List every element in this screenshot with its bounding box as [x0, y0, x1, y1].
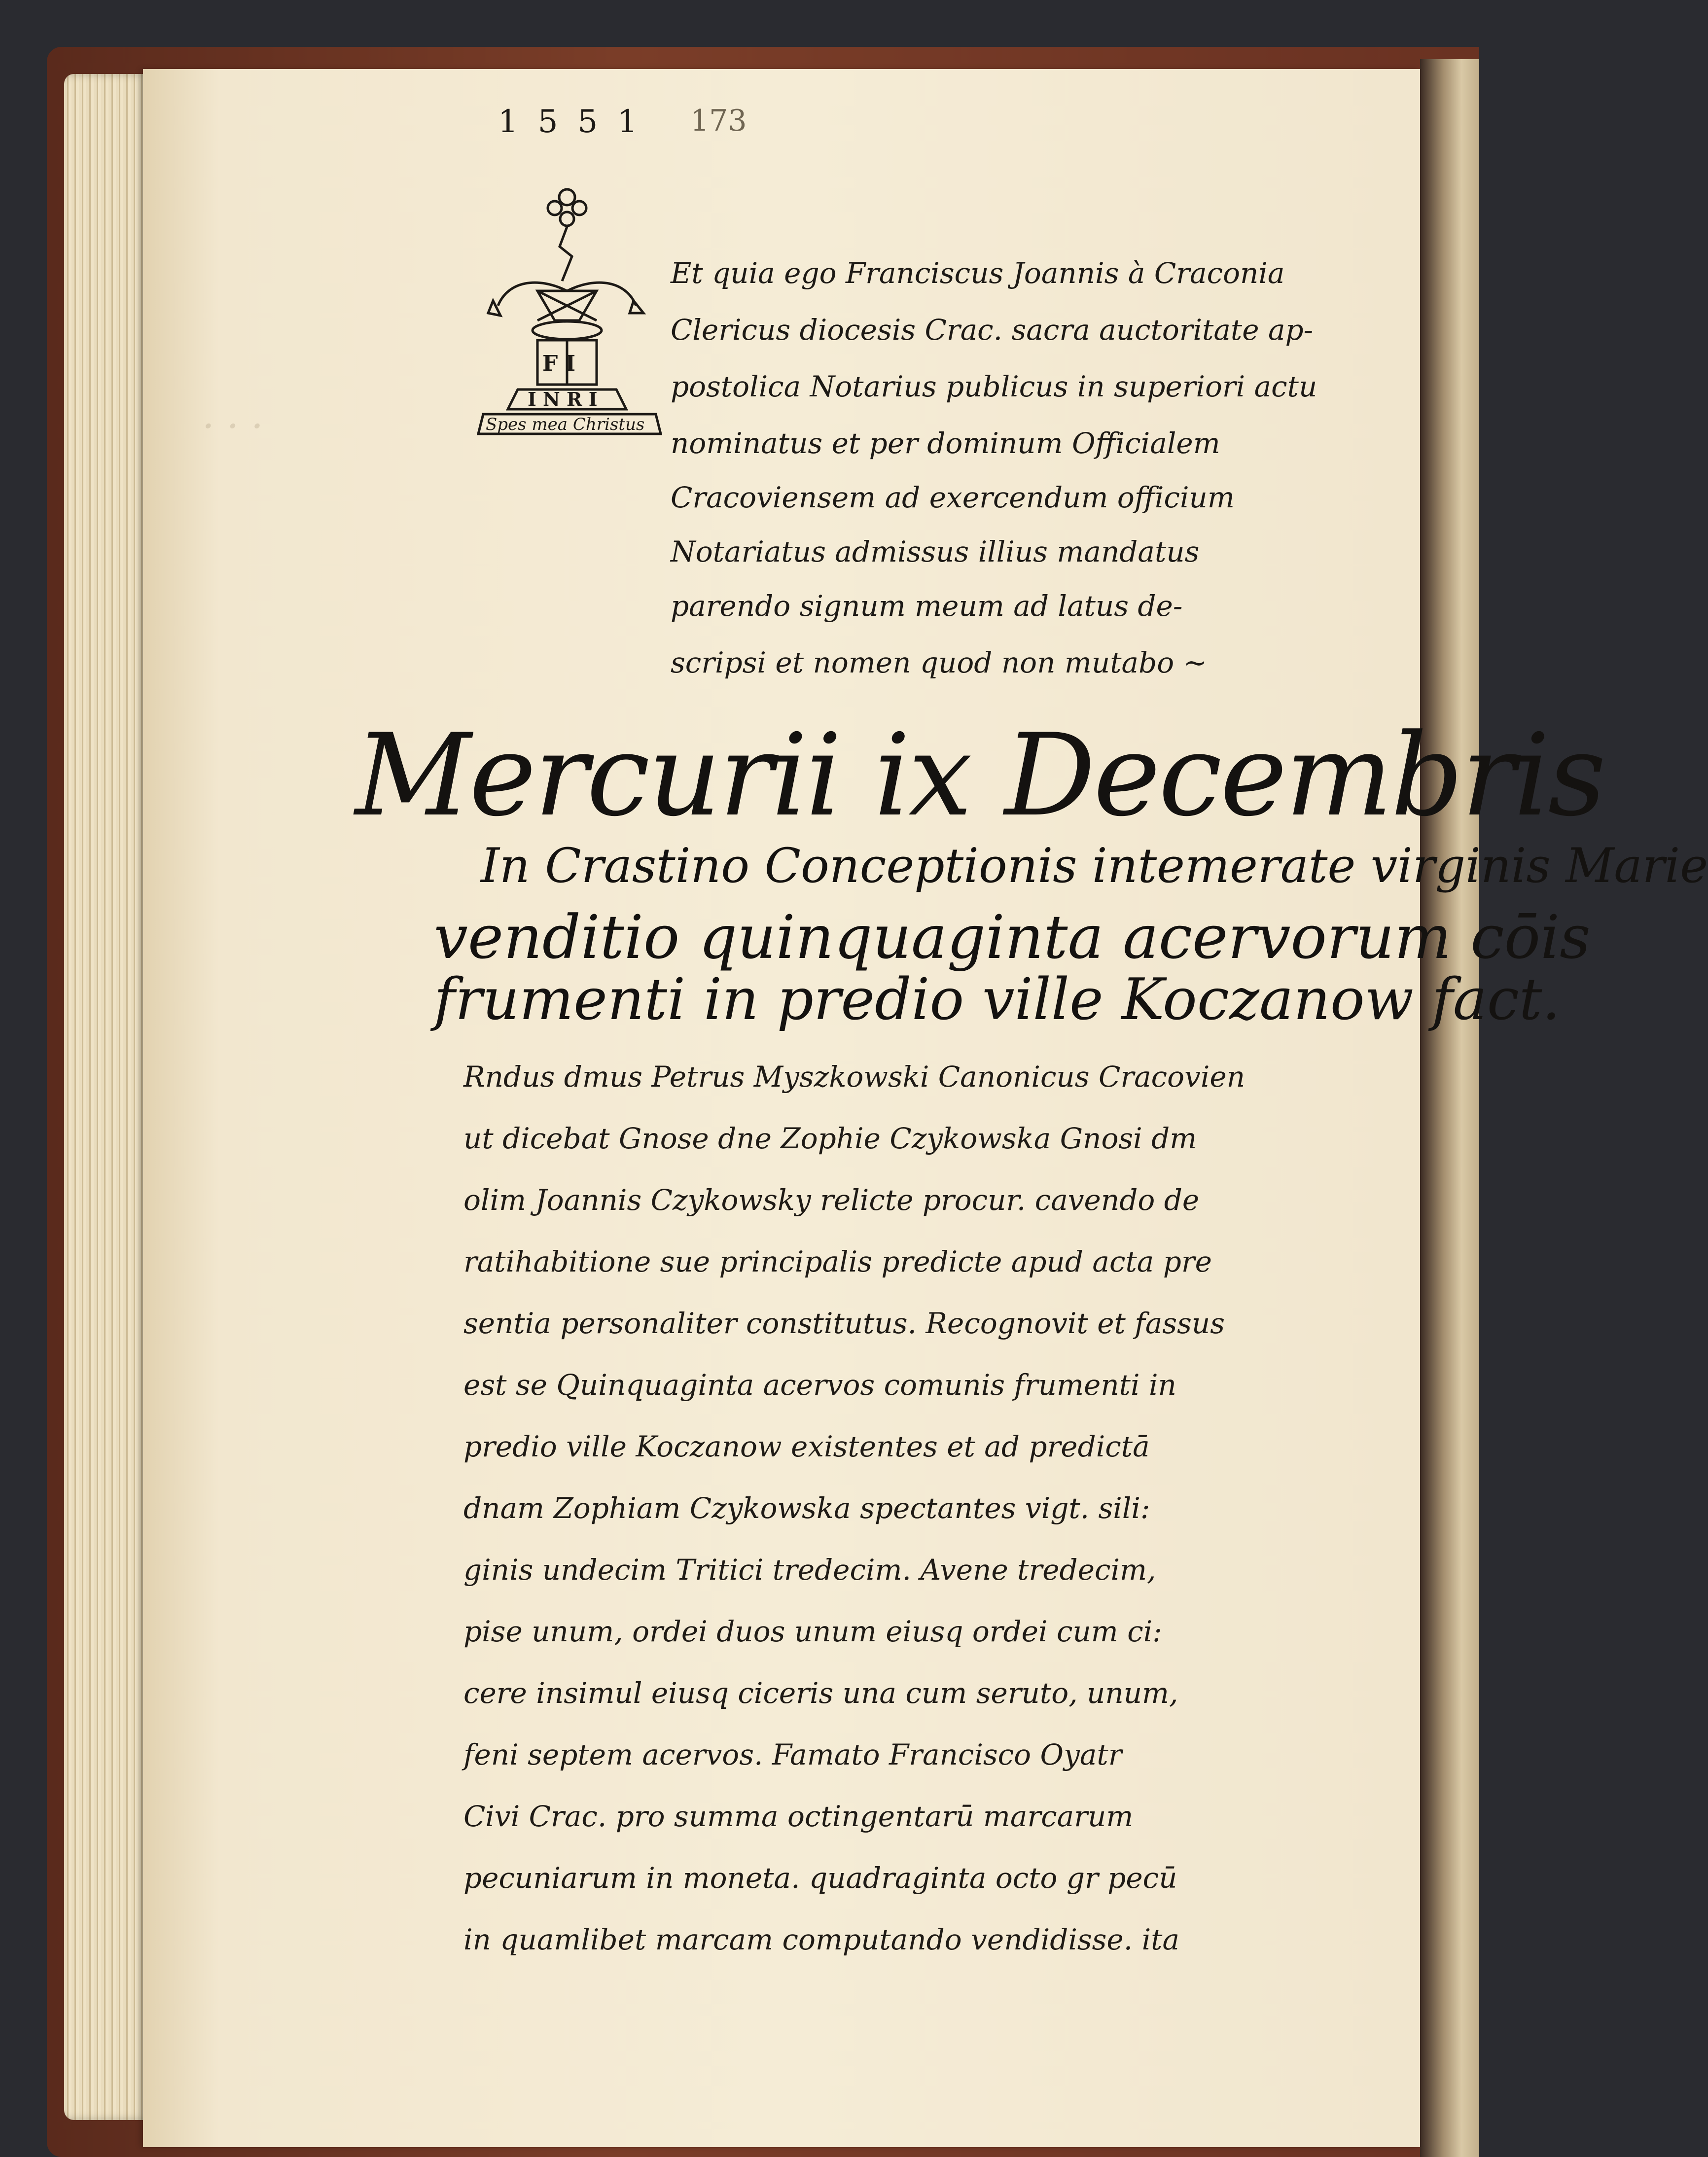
book-gutter — [1420, 59, 1479, 2157]
body-line-12: feni septem acervos. Famato Francisco Oyatr — [463, 1738, 1122, 1771]
notary-motto-top: I N R I — [528, 388, 598, 410]
entry-title: Mercurii ix Decembris — [355, 710, 1604, 842]
body-line-14: pecuniarum in moneta. quadraginta octo gr pecū — [463, 1861, 1177, 1895]
notary-line-5: Cracoviensem ad exercendum officium — [671, 481, 1235, 514]
entry-subtitle-1: In Crastino Conceptionis intemerate virginis Marie — [481, 838, 1708, 893]
body-line-4: ratihabitione sue principalis predicte apud acta pre — [463, 1245, 1212, 1278]
notary-line-6: Notariatus admissus illius mandatus — [671, 535, 1200, 568]
body-line-5: sentia personaliter constitutus. Recognovit et fassus — [463, 1307, 1225, 1340]
entry-subtitle-3: frumenti in predio ville Koczanow fact. — [434, 966, 1561, 1033]
body-line-3: olim Joannis Czykowsky relicte procur. cavendo de — [463, 1183, 1200, 1217]
body-line-6: est se Quinquaginta acervos comunis frumenti in — [463, 1368, 1176, 1402]
notary-line-7: parendo signum meum ad latus de- — [671, 589, 1183, 623]
year-number: 1551 — [498, 104, 657, 140]
folio-number: 173 — [690, 104, 747, 138]
body-line-11: cere insimul eiusq ciceris una cum seruto, unum, — [463, 1676, 1178, 1710]
body-line-7: predio ville Koczanow existentes et ad predictā — [463, 1430, 1150, 1463]
notary-line-2: Clericus diocesis Crac. sacra auctoritate ap- — [671, 313, 1314, 347]
entry-subtitle-2: venditio quinquaginta acervorum cōis — [434, 902, 1591, 972]
bleed-through: · · · — [202, 404, 263, 449]
body-line-15: in quamlibet marcam computando vendidisse. ita — [463, 1923, 1180, 1956]
notary-line-3: postolica Notarius publicus in superiori actu — [671, 370, 1317, 403]
body-line-13: Civi Crac. pro summa octingentarū marcarum — [463, 1800, 1134, 1833]
notary-sign-emblem — [463, 177, 671, 454]
notary-motto-bottom: Spes mea Christus — [486, 415, 645, 434]
notary-line-8: scripsi et nomen quod non mutabo ~ — [671, 646, 1208, 679]
body-line-2: ut dicebat Gnose dne Zophie Czykowska Gnosi dm — [463, 1122, 1197, 1155]
notary-line-1: Et quia ego Franciscus Joannis à Craconia — [671, 256, 1285, 290]
page-edges — [64, 74, 148, 2120]
body-line-8: dnam Zophiam Czykowska spectantes vigt. sili: — [463, 1491, 1150, 1525]
body-line-9: ginis undecim Tritici tredecim. Avene tredecim, — [463, 1553, 1156, 1587]
notary-line-4: nominatus et per dominum Officialem — [671, 426, 1220, 460]
body-line-10: pise unum, ordei duos unum eiusq ordei cum ci: — [463, 1615, 1162, 1648]
body-line-1: Rndus dmus Petrus Myszkowski Canonicus Cracovien — [463, 1060, 1245, 1094]
notary-monogram: F I — [542, 351, 576, 376]
